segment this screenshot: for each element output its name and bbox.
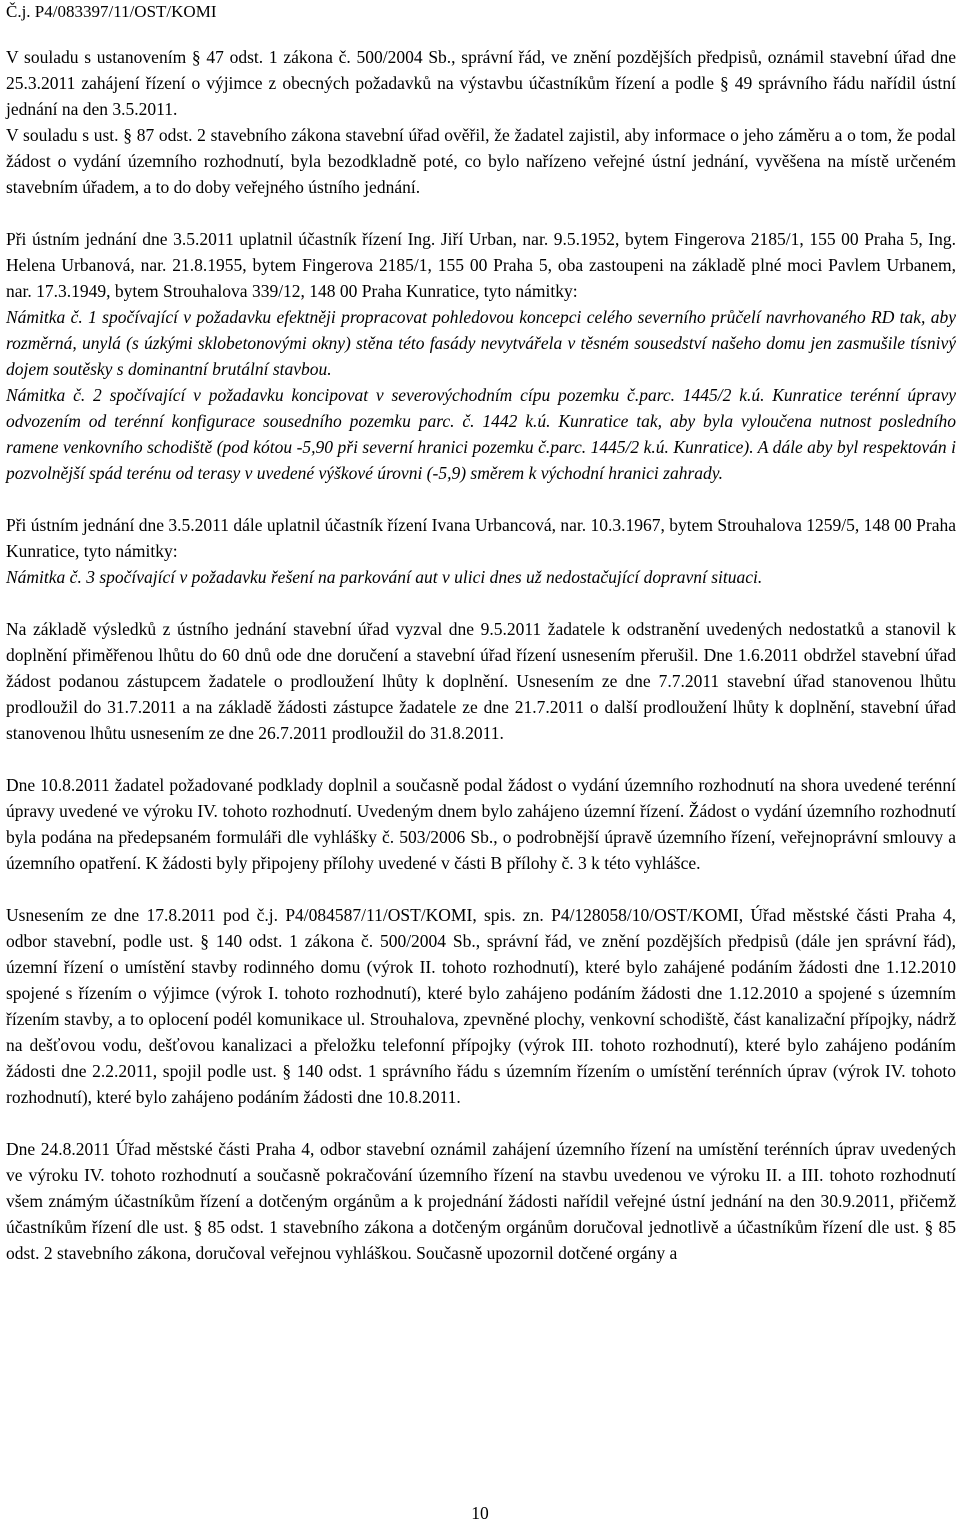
paragraph-2: V souladu s ust. § 87 odst. 2 stavebního zákona stavební úřad ověřil, že žadatel zajistil, aby informace o jeho záměru a o tom, že podal žádost o vydání územního rozhodnutí, byla bezodkladně poté, co bylo nařízeno veřejné ústní jednání, vyvěšena na místě určeném stavebním úřadem, a to do doby veřejného ústního jednání. [6, 125, 956, 197]
document-body [6, 44, 956, 1266]
objection-1: Námitka č. 1 spočívající v požadavku efektněji propracovat pohledovou koncepci celého severního průčelí navrhovaného RD tak, aby rozměrná, unylá (s úzkými sklobetonovými okny) stěna této fasády nevytvářela v těsném sousedství našeho domu jen zasmušile tísnivý dojem soutěsky s dominantní brutální stavbou. [6, 307, 956, 379]
objection-3: Námitka č. 3 spočívající v požadavku řešení na parkování aut v ulici dnes už nedostačující dopravní situaci. [6, 567, 763, 587]
objection-2: Námitka č. 2 spočívající v požadavku koncipovat v severovýchodním cípu pozemku č.parc. 1445/2 k.ú. Kunratice terénní úpravy odvozením od terénní konfigurace sousedního pozemku parc. č. 1442 k.ú. Kunratice tak, aby byla vyloučena nutnost posledního ramene venkovního schodiště (pod kótou -5,90 při severní hranici pozemku č.parc. 1445/2 k.ú. Kunratice). A dále aby byl respektován i pozvolnější spád terénu od terasy v uvedené výškové úrovni (-5,9) směrem k východní hranici zahrady. [6, 385, 956, 483]
paragraph-10: Usnesením ze dne 17.8.2011 pod č.j. P4/084587/11/OST/KOMI, spis. zn. P4/128058/10/OST/KOMI, Úřad městské části Praha 4, odbor stavební, podle ust. § 140 odst. 1 zákona č. 500/2004 Sb., správní řád, ve znění pozdějších předpisů (dále jen správní řád), územní řízení o umístění stavby rodinného domu (výrok II. tohoto rozhodnutí), které bylo zahájené podáním žádosti dne 1.12.2010 spojené s řízením o výjimce (výrok I. tohoto rozhodnutí), které bylo zahájeno podáním žádosti dne 1.12.2010 a spojené s územním řízením stavby, a to oplocení podél komunikace ul. Strouhalova, zpevněné plochy, venkovní schodiště, část kanalizační přípojky, nádrž na dešťovou vodu, dešťovou kanalizaci a přeložku telefonní přípojky (výrok III. tohoto rozhodnutí), které bylo zahájeno podáním žádosti dne 2.2.2011, spojil podle ust. § 140 odst. 1 správního řádu s územním řízením o umístění terénních úprav (výrok IV. tohoto rozhodnutí), které bylo zahájeno podáním žádosti dne 10.8.2011. [6, 905, 956, 1107]
paragraph-6: Při ústním jednání dne 3.5.2011 dále uplatnil účastník řízení Ivana Urbancová, nar. 10.3.1967, bytem Strouhalova 1259/5, 148 00 Praha Kunratice, tyto námitky: [6, 515, 956, 561]
paragraph-11: Dne 24.8.2011 Úřad městské části Praha 4, odbor stavební oznámil zahájení územního řízení na umístění terénních úprav uvedených ve výroku IV. tohoto rozhodnutí a současně pokračování územního řízení na stavbu uvedenou ve výroku II. a III. tohoto rozhodnutí všem známým účastníkům řízení a dotčeným orgánům a k projednání žádosti nařídil veřejné ústní jednání na den 30.9.2011, přičemž účastníkům řízení dle ust. § 85 odst. 1 stavebního zákona a dotčeným orgánům doručoval jednotlivě a účastníkům řízení dle ust. § 85 odst. 2 stavebního zákona, doručoval veřejnou vyhláškou. Současně upozornil dotčené orgány a [6, 1139, 956, 1263]
document-reference: Č.j. P4/083397/11/OST/KOMI [6, 2, 217, 21]
paragraph-9: Dne 10.8.2011 žadatel požadované podklady doplnil a současně podal žádost o vydání územního rozhodnutí na shora uvedené terénní úpravy uvedené ve výroku IV. tohoto rozhodnutí. Uvedeným dnem bylo zahájeno územní řízení. Žádost o vydání územního rozhodnutí byla podána na předepsaném formuláři dle vyhlášky č. 503/2006 Sb., o podrobnější úpravě územního řízení, veřejnoprávní smlouvy a územního opatření. K žádosti byly připojeny přílohy uvedené v části B přílohy č. 3 k této vyhlášce. [6, 775, 956, 873]
paragraph-3: Při ústním jednání dne 3.5.2011 uplatnil účastník řízení Ing. Jiří Urban, nar. 9.5.1952, bytem Fingerova 2185/1, 155 00 Praha 5, Ing. Helena Urbanová, nar. 21.8.1955, bytem Fingerova 2185/1, 155 00 Praha 5, oba zastoupeni na základě plné moci Pavlem Urbanem, nar. 17.3.1949, bytem Strouhalova 339/12, 148 00 Praha Kunratice, tyto námitky: [6, 229, 956, 301]
page-number: 10 [471, 1503, 489, 1523]
paragraph-1: V souladu s ustanovením § 47 odst. 1 zákona č. 500/2004 Sb., správní řád, ve znění pozdějších předpisů, oznámil stavební úřad dne 25.3.2011 zahájení řízení o výjimce z obecných požadavků na výstavbu účastníkům řízení a podle § 49 správního řádu nařídil ústní jednání na den 3.5.2011. [6, 47, 956, 119]
paragraph-8: Na základě výsledků z ústního jednání stavební úřad vyzval dne 9.5.2011 žadatele k odstranění uvedených nedostatků a stanovil k doplnění přiměřenou lhůtu do 60 dnů ode dne doručení a stavební úřad řízení usnesením přerušil. Dne 1.6.2011 obdržel stavební úřad žádost podanou zástupcem žadatele o prodloužení lhůty k doplnění. Usnesením ze dne 7.7.2011 stavební úřad stanovenou lhůtu prodloužil do 31.7.2011 a na základě žádosti zástupce žadatele ze dne 21.7.2011 o další prodloužení lhůty k doplnění, stavební úřad stanovenou lhůtu usnesením ze dne 26.7.2011 prodloužil do 31.8.2011. [6, 619, 956, 743]
